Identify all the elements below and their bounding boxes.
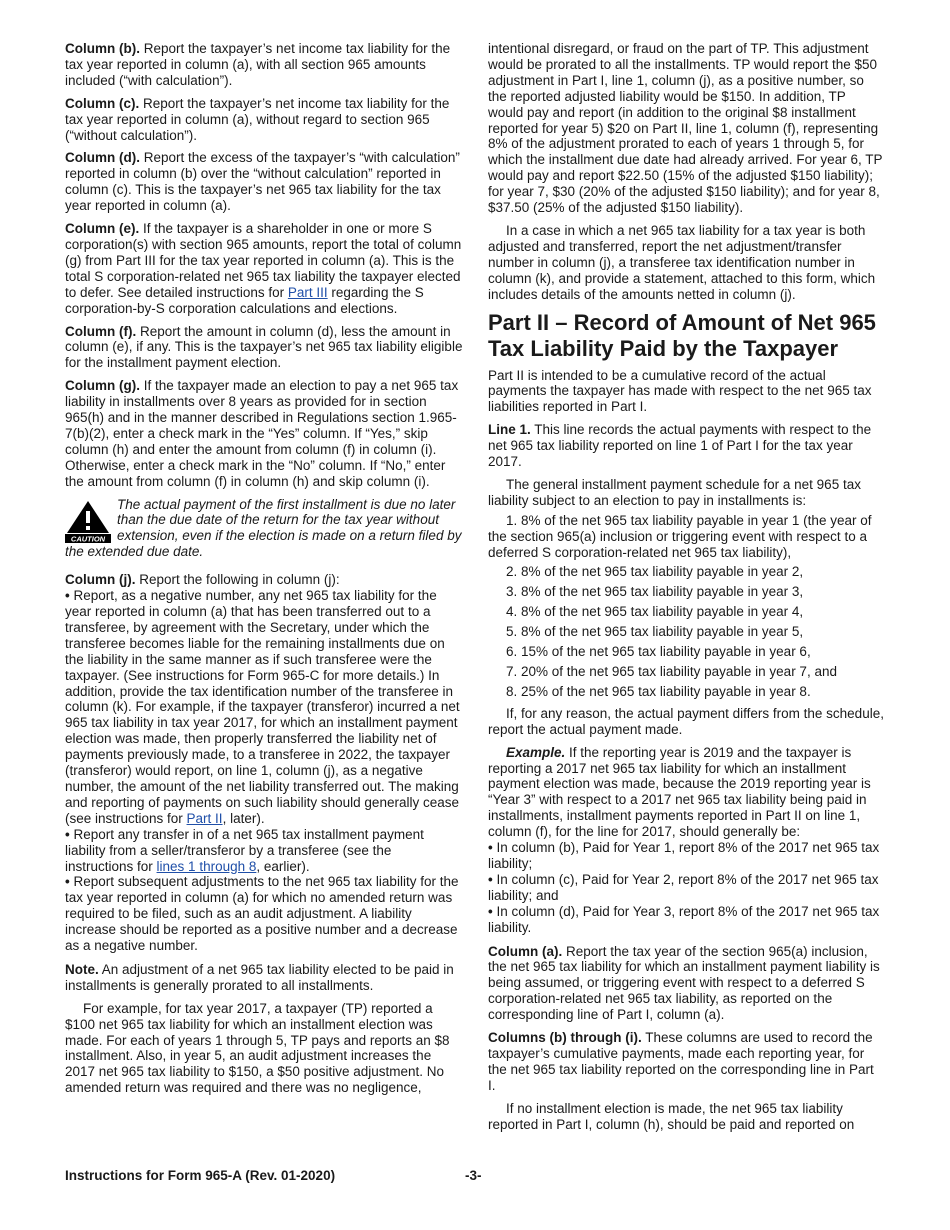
left-column	[65, 41, 463, 1103]
line-1-label: Line 1.	[488, 422, 531, 438]
line-1-para	[488, 422, 884, 470]
schedule-item: 3. 8% of the net 965 tax liability payable in year 3,	[506, 584, 804, 600]
col-d-para	[65, 150, 463, 214]
part-ii-heading: Part II – Record of Amount of Net 965 Tax Liability Paid by the Taxpayer	[488, 309, 876, 361]
example-bullet: • In column (d), Paid for Year 3, report 8% of the 2017 net 965 tax liability.	[488, 904, 884, 936]
example-bullet: • In column (c), Paid for Year 2, report 8% of the 2017 net 965 tax liability; and	[488, 872, 884, 904]
page-footer	[65, 1168, 885, 1183]
col-g-para	[65, 378, 463, 489]
col-b-para	[65, 41, 463, 89]
page-number: -3-	[465, 1168, 482, 1183]
col-f-text: Report the amount in column (d), less the amount in column (e), if any. This is the taxpayer’s net 965 tax liability eligible for the installment payment election.	[65, 323, 463, 371]
col-e-label: Column (e).	[65, 221, 140, 237]
part-ii-link[interactable]: Part II	[186, 810, 223, 826]
col-j-bullet-1-text: Report, as a negative number, any net 965 tax liability for the year reported in column (a) that has been transferred out to a transferee, by agreement with the Secretary, under which the transferee becomes liable for the remaining installments due on the liability in the same manner as if such transferee were the taxpayer. (See instructions for Form 965-C for more details.) In addition, provide the tax identification number of the transferee in column (k). For example, if the taxpayer (transferor) incurred a net 965 tax liability in tax year 2017, for which an installment payment election was made, then properly transferred the liability net of payments previously made, to a transferee in 2022, the taxpayer (transferor) would report, on line 1, column (j), as a negative number, the amount of the net liability transferred out. The making and reporting of payments on such liability should generally cease (see instructions for	[65, 588, 460, 826]
example-text: If the reporting year is 2019 and the taxpayer is reporting a 2017 net 965 tax liability for which an installment payment election was made, because the 2019 reporting year is “Year 3” with respect to a 2017 net 965 tax liability being paid in installments, installment payments reported in Part II on line 1, column (f), for the line for 2017, should generally be:	[488, 744, 871, 840]
part-iii-link[interactable]: Part III	[287, 284, 328, 300]
schedule-item: 1. 8% of the net 965 tax liability payable in year 1 (the year of the section 965(a) inclusion or triggering event with respect to a deferred S corporation-related net 965 tax liability),	[488, 512, 872, 560]
installment-schedule	[488, 513, 884, 700]
example-label: Example.	[506, 744, 566, 760]
col-j-label: Column (j).	[65, 572, 136, 588]
col-e-text-end: regarding the S corporation-by-S corporation calculations and elections.	[65, 284, 424, 316]
schedule-intro: The general installment payment schedule for a net 965 tax liability subject to an election to pay in installments is:	[488, 476, 861, 508]
schedule-item: 2. 8% of the net 965 tax liability payable in year 2,	[506, 564, 804, 580]
schedule-item: 5. 8% of the net 965 tax liability payable in year 5,	[506, 624, 804, 640]
col-b-label: Column (b).	[65, 41, 140, 56]
example-para: For example, for tax year 2017, a taxpayer (TP) reported a $100 net 965 tax liability for which an installment election was made. For each of years 1 through 5, TP pays and reports an $8 installment. Also, in year 5, an audit adjustment increases the 2017 net 965 tax liability to $150, a $50 positive adjustment. No amended return was required and there was no negligence,	[65, 1000, 450, 1096]
note-text: An adjustment of a net 965 tax liability elected to be paid in installments is generally prorated to all installments.	[65, 961, 454, 993]
line-1-text: This line records the actual payments with respect to the net 965 tax liability reported on line 1 of Part I for the tax year 2017.	[488, 422, 872, 470]
note-para	[65, 962, 463, 994]
caution-text: The actual payment of the first installment is due no later than the due date of the return for the tax year without extension, even if the election is made on a return filed by the extended due date.	[65, 496, 462, 560]
col-c-para	[65, 96, 463, 144]
schedule-item: 6. 15% of the net 965 tax liability payable in year 6,	[506, 644, 811, 660]
col-a-para	[488, 944, 884, 1024]
col-j-intro-text: Report the following in column (j):	[135, 572, 340, 588]
col-c-text: Report the taxpayer’s net income tax liability for the tax year reported in column (a), without regard to section 965 (“without calculation”).	[65, 95, 450, 143]
col-f-label: Column (f).	[65, 323, 137, 339]
schedule-item: 8. 25% of the net 965 tax liability payable in year 8.	[506, 683, 811, 699]
caution-box	[65, 497, 463, 561]
col-a-label: Column (a).	[488, 943, 563, 959]
col-e-para	[65, 221, 463, 316]
differs-para: If, for any reason, the actual payment differs from the schedule, report the actual payment made.	[488, 705, 884, 737]
part-ii-intro: Part II is intended to be a cumulative record of the actual payments the taxpayer has made with respect to the net 965 tax liabilities reported in Part I.	[488, 367, 872, 415]
col-j-bullet-3-text: Report subsequent adjustments to the net 965 tax liability for the tax year reported in column (a) for which no amended return was required to be filed, such as an audit adjustment. A liability increase should be reported as a positive number and a decrease as a negative number.	[65, 874, 459, 954]
lines-1-through-8-link[interactable]: lines 1 through 8	[156, 858, 257, 874]
caution-icon-label: CAUTION	[70, 534, 106, 543]
example-bullet: • In column (b), Paid for Year 1, report 8% of the 2017 net 965 tax liability;	[488, 840, 884, 872]
cols-b-i-text: These columns are used to record the taxpayer’s cumulative payments, made each reporting year, for the net 965 tax liability reported on the corresponding line in Part I.	[488, 1030, 874, 1093]
col-a-text: Report the tax year of the section 965(a) inclusion, the net 965 tax liability for which an installment payment liability is being assumed, or triggering event with respect to a deferred S corporation-related net 965 tax liability, as reported on the corresponding line of Part I, column (a).	[488, 943, 880, 1023]
right-column	[488, 41, 884, 1139]
schedule-item: 7. 20% of the net 965 tax liability payable in year 7, and	[506, 664, 837, 679]
col-b-text: Report the taxpayer’s net income tax liability for the tax year reported in column (a), with all section 965 amounts included (“with calculation”).	[65, 41, 451, 88]
col-j-bullet-1	[65, 588, 463, 827]
example-2019-para	[488, 745, 884, 840]
cols-b-i-label: Columns (b) through (i).	[488, 1030, 642, 1046]
col-d-text: Report the excess of the taxpayer’s “with calculation” reported in column (b) over the “without calculation” reported in column (c). This is the taxpayer’s net 965 tax liability for the tax year reported in column (a).	[65, 150, 460, 214]
adjusted-transferred-para: In a case in which a net 965 tax liability for a tax year is both adjusted and transferred, report the net adjustment/transfer number in column (j), a transferee tax identification number in column (k), and provide a statement, attached to this form, which includes details of the amounts netted in column (j).	[488, 222, 876, 302]
no-election-para: If no installment election is made, the net 965 tax liability reported in Part I, column (h), should be paid and reported on	[488, 1100, 855, 1132]
caution-icon	[65, 499, 111, 543]
col-j-bullet-2	[65, 827, 463, 875]
footer-title: Instructions for Form 965-A (Rev. 01-2020)	[65, 1168, 336, 1183]
col-j-bullet-1-end: , later).	[222, 810, 265, 826]
cols-b-i-para	[488, 1030, 884, 1094]
col-j-bullet-3	[65, 874, 463, 954]
continued-para: intentional disregard, or fraud on the part of TP. This adjustment would be prorated to all the installments. TP would report the $50 adjustment in Part I, line 1, column (j), as a positive number, so the reported adjusted liability would be $150. In addition, TP would pay and report (in addition to the original $8 installment reported for year 5) $20 on Part II, line 1, column (f), representing 8% of the adjustment prorated to each of years 1 through 5, for which the installment due date had already arrived. For year 6, TP would pay and report $22.50 (15% of the adjusted $150 liability); for year 7, $30 (20% of the adjusted $150 liability); and for year 8, $37.50 (25% of the adjusted $150 liability).	[488, 41, 883, 216]
col-j-bullet-2-end: , earlier).	[256, 858, 310, 874]
col-e-text: If the taxpayer is a shareholder in one or more S corporation(s) with section 965 amounts, report the total of column (g) from Part III for the tax year reported in column (a). This is the total S corporation-related net 965 tax liability the taxpayer elected to defer. See detailed instructions for	[65, 221, 462, 300]
schedule-item: 4. 8% of the net 965 tax liability payable in year 4,	[506, 604, 804, 620]
col-d-label: Column (d).	[65, 150, 140, 166]
col-j-intro	[65, 572, 463, 588]
col-g-label: Column (g).	[65, 378, 140, 394]
col-f-para	[65, 324, 463, 372]
note-label: Note.	[65, 961, 99, 977]
col-g-text: If the taxpayer made an election to pay a net 965 tax liability in installments over 8 years as provided for in section 965(h) and in the manner described in Regulations section 1.965-7(b)(2), enter a check mark in the “Yes” column. If “Yes,” skip column (h) and enter the amount from column (f) in column (i). Otherwise, enter a check mark in the “No” column. If “No,” enter the amount from column (f) in column (h) and skip column (i).	[65, 378, 459, 489]
col-j-bullet-2-text: Report any transfer in of a net 965 tax installment payment liability from a seller/transferor by a transferee (see the instructions for	[65, 826, 424, 874]
col-c-label: Column (c).	[65, 95, 140, 111]
